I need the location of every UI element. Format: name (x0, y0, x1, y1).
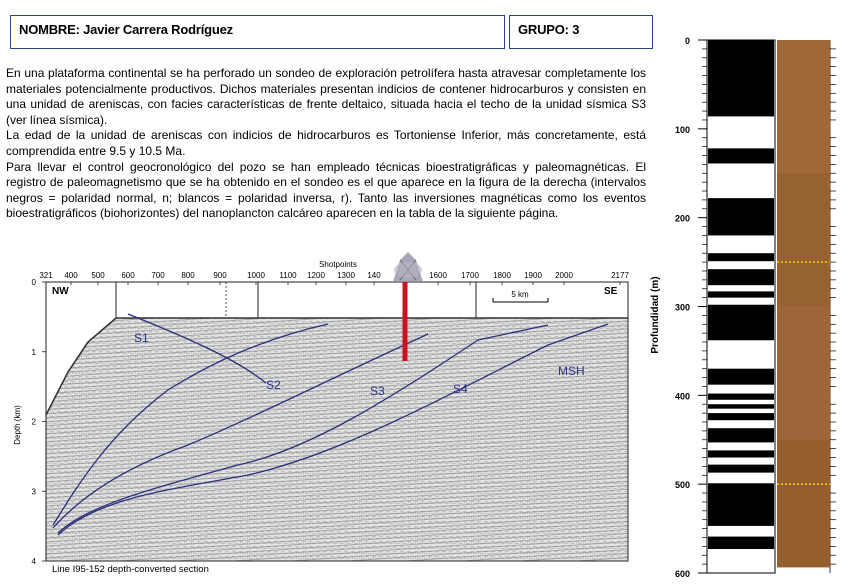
shotpoint-label: 800 (181, 271, 195, 280)
normal-polarity-interval (708, 394, 774, 400)
depth-label: 3 (31, 487, 36, 497)
paragraph-1: En una plataforma continental se ha perforado un sondeo de exploración petrolífera hasta atravesar completamente los materiales potencialmente productivos. Dichos materiales presentan indicios de contener hidrocarburos y consisten en una unidad de areniscas, con facies características de frente deltaico, situada hacia el techo de la unidad sísmica S3 (ver línea sísmica). (6, 66, 646, 127)
seismic-section (8, 250, 633, 580)
column-tick-label: 100 (674, 124, 690, 135)
normal-polarity-interval (708, 465, 774, 473)
depth-axis-title: Depth (km) (13, 405, 22, 445)
shotpoint-label: 500 (91, 271, 105, 280)
normal-polarity-interval (708, 291, 774, 297)
column-tick-label: 300 (674, 302, 690, 313)
shotpoint-label: 2000 (555, 271, 573, 280)
shotpoint-label: 1900 (524, 271, 542, 280)
normal-polarity-interval (708, 269, 774, 285)
normal-polarity-interval (708, 198, 774, 235)
unit-label-s2: S2 (266, 378, 281, 392)
shotpoint-label: 321 (39, 271, 53, 280)
shotpoints-title: Shotpoints (319, 260, 357, 269)
column-tick-label: 500 (674, 480, 690, 491)
normal-polarity-interval (708, 253, 774, 261)
unit-label-s1: S1 (134, 331, 149, 345)
depth-label: 0 (31, 278, 36, 287)
normal-polarity-interval (708, 305, 774, 341)
normal-polarity-interval (708, 537, 774, 549)
se-label: SE (604, 286, 618, 297)
normal-polarity-interval (708, 428, 774, 442)
unit-label-s4: S4 (453, 382, 468, 396)
depth-label: 4 (31, 557, 36, 566)
shotpoint-label: 400 (64, 271, 78, 280)
normal-polarity-interval (708, 413, 774, 420)
paragraph-3: Para llevar el control geocronológico del pozo se han empleado técnicas bioestratigráficas y paleomagnéticas. El registro de paleomagnetismo que se ha obtenido en el sondeo es el que aparece en la figura de la derecha (intervalos negros = polaridad normal, n; blancos = polaridad inversa, r). Tanto las inversiones magnéticas como los eventos bioestratigráficos (biohorizontes) del nanoplancton calcáreo aparecen en la tabla de la siguiente página. (6, 159, 646, 221)
column-tick-label: 0 (684, 36, 690, 46)
scale-label: 5 km (511, 290, 529, 299)
unit-label-s3: S3 (370, 384, 385, 398)
column-tick-label: 600 (674, 569, 690, 579)
shotpoint-label: 1300 (337, 271, 355, 280)
normal-polarity-interval (708, 450, 774, 457)
shotpoint-label: 1600 (429, 271, 447, 280)
column-tick-label: 200 (674, 213, 690, 224)
column-tick-label: 400 (674, 391, 690, 402)
shotpoint-label: 600 (121, 271, 135, 280)
paragraph-2: La edad de la unidad de areniscas con indicios de hidrocarburos es Tortoniense Inferior, más concretamente, está comprendida entre 9.5 y 10.5 Ma. (6, 128, 646, 158)
nw-label: NW (52, 286, 69, 297)
section-caption: Line I95-152 depth-converted section (52, 564, 209, 575)
normal-polarity-interval (708, 369, 774, 385)
shotpoint-label: 900 (213, 271, 227, 280)
normal-polarity-interval (708, 148, 774, 163)
problem-text (6, 66, 646, 244)
shotpoint-label: 700 (151, 271, 165, 280)
normal-polarity-interval (708, 483, 774, 526)
depth-label: 2 (31, 417, 36, 427)
group-box (509, 15, 653, 49)
normal-polarity-interval (708, 40, 774, 116)
shotpoint-label: 1000 (247, 271, 265, 280)
normal-polarity-interval (708, 404, 774, 408)
shotpoint-label: 140 (367, 271, 381, 280)
shotpoint-label: 1800 (493, 271, 511, 280)
shotpoint-label: 1700 (461, 271, 479, 280)
name-box (10, 15, 505, 49)
shotpoint-label: 1200 (307, 271, 325, 280)
paleomagnetic-column (640, 20, 848, 587)
unit-label-msh: MSH (558, 364, 585, 378)
name-label: NOMBRE: Javier Carrera Rodríguez (19, 22, 233, 37)
shotpoint-label: 1100 (279, 271, 297, 280)
shotpoint-label: 2177 (611, 271, 629, 280)
column-axis-title: Profundidad (m) (650, 276, 661, 354)
depth-label: 1 (31, 347, 36, 357)
group-label: GRUPO: 3 (518, 22, 580, 37)
